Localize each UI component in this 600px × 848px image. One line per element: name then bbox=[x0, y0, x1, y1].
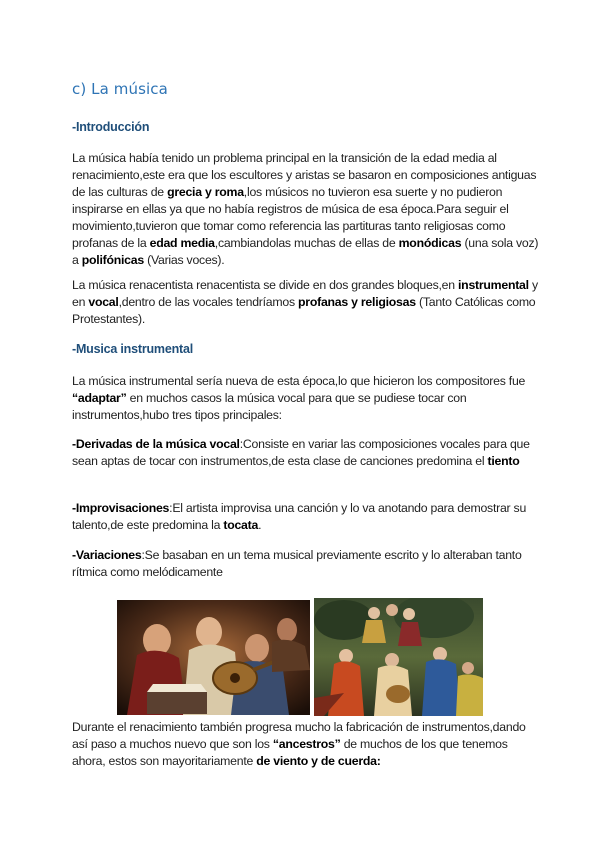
closing-paragraph: Durante el renacimiento también progresa mucho la fabricación de instrumentos,dando así paso a muchos nuevo que son los “ancestros” de muchos de los que tenemos ahora, estos son mayoritariamente de viento y de cuerda: bbox=[72, 720, 526, 768]
instrumental-title: -Musica instrumental bbox=[72, 342, 194, 356]
type-variaciones: -Variaciones:Se basaban en un tema musical previamente escrito y lo alteraban tanto rítmica como melódicamente bbox=[72, 548, 522, 579]
type-derivadas: -Derivadas de la música vocal:Consiste en variar las composiciones vocales para que sean aptas de tocar con instrumentos,de esta clase de canciones predomina el tiento bbox=[72, 437, 530, 468]
type-improvisaciones: -Improvisaciones:El artista improvisa una canción y lo va anotando para demostrar su talento,de este predomina la tocata. bbox=[72, 501, 527, 532]
painting-concert-image bbox=[117, 600, 310, 715]
intro-title: -Introducción bbox=[72, 120, 150, 134]
painting-garden-image bbox=[314, 598, 483, 716]
intro-paragraph-1: La música había tenido un problema principal en la transición de la edad media al renacimiento,este era que los escultores y aristas se basaron en composiciones antiguas de las culturas de grecia y roma,los músicos no tuvieron esa suerte y no pudieron inspirarse en ellas ya que no había registros de música de esa época.Para seguir el movimiento,tuvieron que tomar como referencia las partituras tanto religiosas como profanas de la edad media,cambiandolas muchas de ellas de monódicas (una sola voz) a polifónicas (Varias voces). bbox=[72, 151, 539, 267]
section-heading: c) La música bbox=[72, 80, 168, 98]
instrumental-paragraph: La música instrumental sería nueva de esta época,lo que hicieron los compositores fue “adaptar” en muchos casos la música vocal para que se pudiese tocar con instrumentos,hubo tres tipos principales: bbox=[72, 374, 526, 422]
intro-paragraph-2: La música renacentista renacentista se divide en dos grandes bloques,en instrumental y en vocal,dentro de las vocales tendríamos profanas y religiosas (Tanto Católicas como Protestantes). bbox=[72, 278, 538, 326]
